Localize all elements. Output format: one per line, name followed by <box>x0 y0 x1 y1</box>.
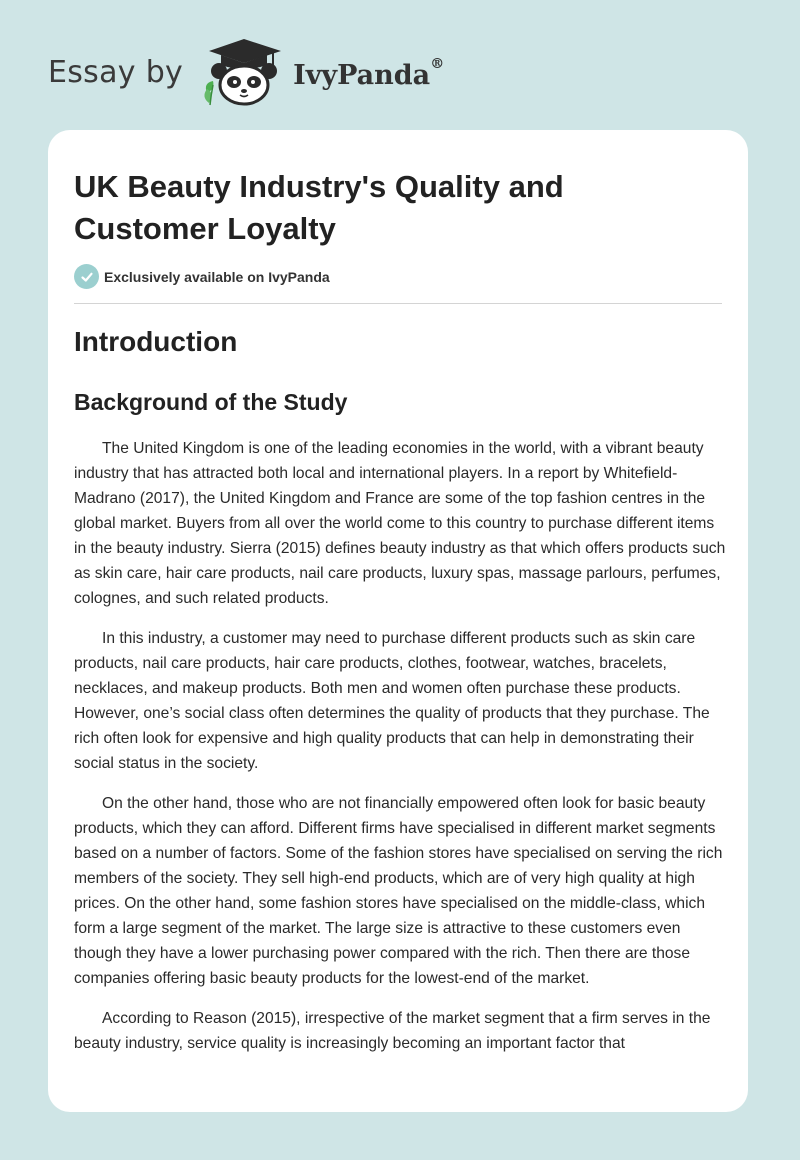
paragraph: On the other hand, those who are not financially empowered often look for basic beauty products, which they can afford. Different firms have specialised in different market segments based on a number of factors. Some of the fashion stores have specialised on serving the rich members of the society. They sell high-end products, which are of very high quality at high prices. On the other hand, some fashion stores have specialised on the middle-class, which form a large segment of the market. The large size is attractive to these customers even though they have a lower purchasing power compared with the rich. Then there are those companies offering basic beauty products for the lowest-end of the market. <box>74 795 723 987</box>
divider <box>74 303 722 304</box>
exclusive-badge <box>74 264 330 289</box>
essay-by-label: Essay by <box>48 54 184 90</box>
site-header <box>48 36 444 108</box>
subsection-heading: Background of the Study <box>74 389 348 415</box>
brand-name[interactable]: IvyPanda® <box>293 55 445 91</box>
article-card <box>48 130 748 1112</box>
badge-label: Exclusively available on IvyPanda <box>104 268 330 285</box>
page-title: UK Beauty Industry's Quality and Customer Loyalty <box>74 169 564 246</box>
paragraph: In this industry, a customer may need to purchase different products such as skin care products, nail care products, hair care products, clothes, footwear, watches, bracelets, necklaces, and makeup products. Both men and women often purchase these products. However, one’s social class often determines the quality of products that they purchase. The rich often look for expensive and high quality products that can help in demonstrating their social status in the society. <box>74 630 710 772</box>
article-body <box>74 436 726 1071</box>
paragraph: The United Kingdom is one of the leading economies in the world, with a vibrant beauty industry that has attracted both local and international players. In a report by Whitefield-Madrano (2017), the United Kingdom and France are some of the top fashion centres in the global market. Buyers from all over the world come to this country to purchase different items in the beauty industry. Sierra (2015) defines beauty industry as that which offers products such as skin care, hair care products, nail care products, luxury spas, massage parlours, perfumes, colognes, and such related products. <box>74 440 726 607</box>
panda-graduate-logo-icon[interactable] <box>201 35 287 112</box>
paragraph: According to Reason (2015), irrespective of the market segment that a firm serves in the beauty industry, service quality is increasingly becoming an important factor that <box>74 1010 711 1052</box>
section-heading: Introduction <box>74 326 238 357</box>
checkmark-icon <box>74 264 99 289</box>
